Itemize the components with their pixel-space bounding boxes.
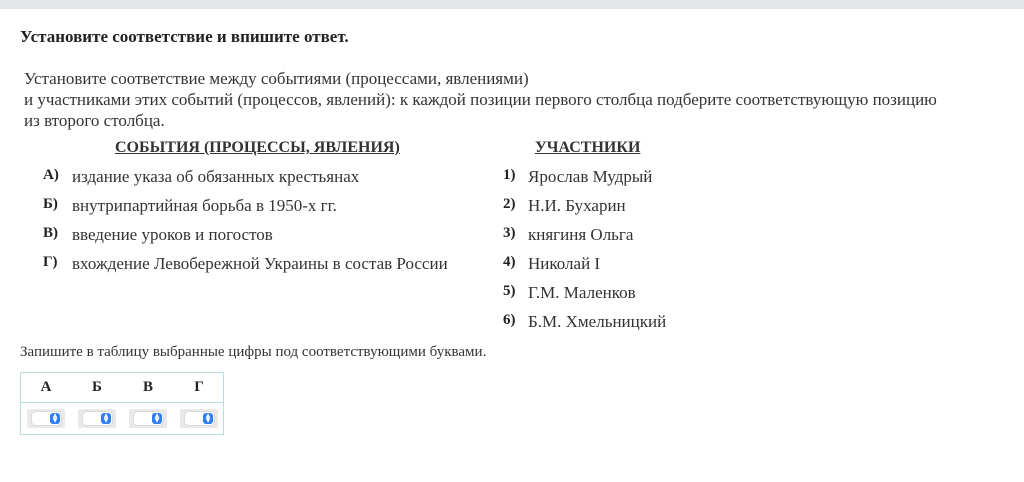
- event-letter: В): [43, 225, 58, 241]
- answer-column-header: А: [40, 379, 52, 395]
- select-field[interactable]: [83, 412, 112, 425]
- event-letter: А): [43, 167, 59, 183]
- select-field[interactable]: [32, 412, 61, 425]
- participant-text: княгиня Ольга: [528, 225, 634, 244]
- event-text: введение уроков и погостов: [72, 225, 273, 244]
- participant-text: Б.М. Хмельницкий: [528, 312, 667, 331]
- task-title: Установите соответствие и впишите ответ.: [20, 27, 349, 46]
- participant-text: Н.И. Бухарин: [528, 196, 626, 215]
- answer-column-header: В: [142, 379, 153, 395]
- participant-number: 3): [503, 225, 516, 241]
- select-field[interactable]: [185, 412, 214, 425]
- answer-select-a[interactable]: [27, 409, 65, 428]
- answer-table-header: [21, 373, 223, 403]
- select-stepper-icon[interactable]: ▲ ▼: [101, 413, 111, 424]
- participant-number: 4): [503, 254, 516, 270]
- participant-number: 6): [503, 312, 516, 328]
- answer-column-header: Б: [92, 379, 102, 395]
- select-field[interactable]: [134, 412, 163, 425]
- event-letter: Б): [43, 196, 58, 212]
- participant-number: 2): [503, 196, 516, 212]
- event-text: вхождение Левобережной Украины в состав России: [72, 254, 448, 273]
- top-bar: [0, 0, 1024, 9]
- select-stepper-icon[interactable]: ▲ ▼: [152, 413, 162, 424]
- participant-text: Ярослав Мудрый: [528, 167, 653, 186]
- answer-select-v[interactable]: [129, 409, 167, 428]
- event-text: издание указа об обязанных крестьянах: [72, 167, 360, 186]
- answer-select-g[interactable]: [180, 409, 218, 428]
- answer-instruction: Запишите в таблицу выбранные цифры под соответствующими буквами.: [20, 344, 487, 360]
- task-description: [24, 68, 1014, 131]
- participant-number: 1): [503, 167, 516, 183]
- task-text-line: и участниками этих событий (процессов, явлений): к каждой позиции первого столбца подберите соответствующую позицию: [24, 90, 937, 109]
- participants-column-header: УЧАСТНИКИ: [535, 139, 641, 156]
- participant-text: Г.М. Маленков: [528, 283, 636, 302]
- answer-select-b[interactable]: [78, 409, 116, 428]
- select-stepper-icon[interactable]: ▲ ▼: [50, 413, 60, 424]
- task-text-line: из второго столбца.: [24, 111, 165, 130]
- answer-table: [20, 372, 224, 435]
- event-letter: Г): [43, 254, 58, 270]
- event-text: внутрипартийная борьба в 1950-х гг.: [72, 196, 337, 215]
- participant-text: Николай I: [528, 254, 601, 273]
- task-text-line: Установите соответствие между событиями (процессами, явлениями): [24, 69, 529, 88]
- participant-number: 5): [503, 283, 516, 299]
- select-stepper-icon[interactable]: ▲ ▼: [203, 413, 213, 424]
- answer-column-header: Г: [194, 379, 204, 395]
- events-column-header: СОБЫТИЯ (ПРОЦЕССЫ, ЯВЛЕНИЯ): [115, 139, 400, 156]
